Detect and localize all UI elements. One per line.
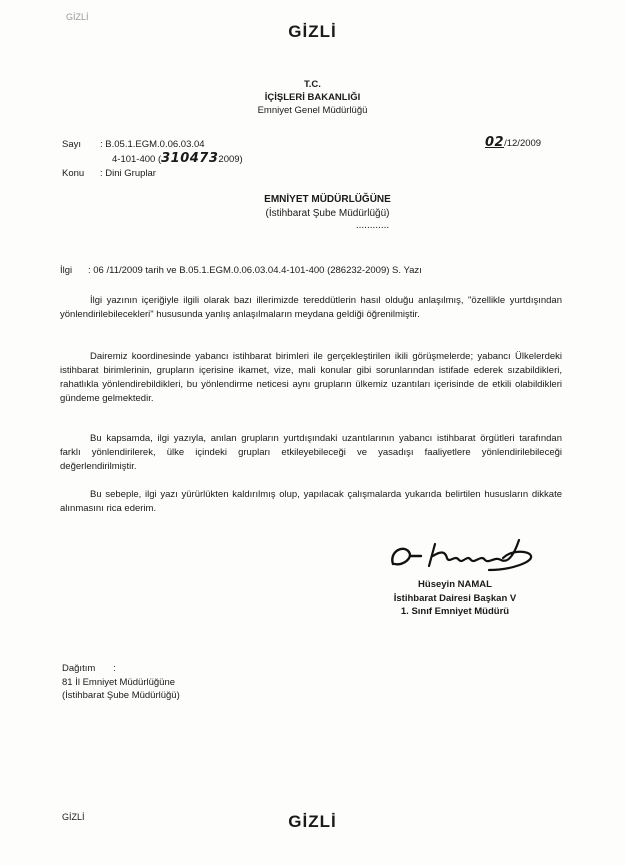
konu-value: : Dini Gruplar [100,168,156,179]
signature-block [370,578,540,619]
sayi-suffix: 2009) [218,154,243,165]
distribution-heading [62,662,180,676]
document-date [485,136,541,151]
distribution-line1: 81 İl Emniyet Müdürlüğüne [62,676,176,688]
distribution-colon: : [113,663,116,674]
signature-scribble [385,530,545,580]
recipient-line1: EMNİYET MÜDÜRLÜĞÜNE [264,194,391,205]
ilgi-value: : 06 /11/2009 tarih ve B.05.1.EGM.0.06.03.04.4-101-400 (286232-2009) S. Yazı [88,265,422,276]
konu-label: Konu [62,168,85,179]
signatory-title1: İstihbarat Dairesi Başkan V [393,592,517,604]
sayi-value-line1: : B.05.1.EGM.0.06.03.04 [100,139,205,150]
classification-top: GİZLİ [288,22,337,41]
header-ministry: İÇİŞLERİ BAKANLIĞI [264,92,361,103]
sayi-value-line2 [112,152,243,167]
header-directorate: Emniyet Genel Müdürlüğü [257,105,368,116]
sayi-prefix: 4-101-400 ( [112,154,162,165]
signatory-title2: 1. Sınıf Emniyet Müdürü [400,606,510,617]
header-tc: T.C. [304,79,321,90]
ilgi-label: İlgi [60,265,73,276]
header-block [0,78,625,117]
recipient-dots: ............ [355,220,390,231]
paragraph-1: İlgi yazının içeriğiyle ilgili olarak bazı illerimizde tereddütlerin hasıl olduğu anlaşılmış, "özellikle yurtdışından yönlendirilebilecekleri" hususunda yanlış anlaşılmaların meydana geldiği öğrenilmiştir. [60,295,562,320]
footer-classification-left: GİZLİ [62,812,85,822]
recipient-line2: (İstihbarat Şube Müdürlüğü) [265,208,390,219]
distribution-block [62,662,180,703]
paragraph-3: Bu kapsamda, ilgi yazıyla, anılan grupların yurtdışındaki uzantılarının yabancı istihbarat örgütleri tarafından farklı yönlendirilerek, ülke içindeki grupları etkileyebileceği ve yasadışı faaliyetlere yönlendirilebileceği değerlendirilmiştir. [60,433,562,472]
footer-classification-center: GİZLİ [288,812,337,831]
distribution-line2: (İstihbarat Şube Müdürlüğü) [62,690,180,701]
signatory-name: Hüseyin NAMAL [418,579,492,590]
sayi-handwritten-number: 310473 [161,151,219,166]
distribution-label: Dağıtım [62,663,96,674]
paragraph-2: Dairemiz koordinesinde yabancı istihbarat birimleri ile gerçekleştirilen ikili görüşmelerde; yabancı Ülkelerdeki istihbarat birimlerinin, grupların içerisine ikamet, vize, mali konular gibi sorunlarından istifade ederek sızabildikleri, rahatlıkla yönlendirebildikleri, bu yönlendirme neticesi aynı grupların ülkemiz uzantıları içerisinde de etkili olabildikleri gündeme gelmektedir. [60,351,562,404]
date-suffix: /12/2009 [504,138,542,149]
recipient-block [0,193,625,231]
paragraph-4: Bu sebeple, ilgi yazı yürürlükten kaldırılmış olup, yapılacak çalışmalarda yukarıda belirtilen hususların dikkate alınmasını rica ederim. [60,489,562,514]
sayi-label: Sayı [62,139,82,150]
date-handwritten-day: 02 [485,135,505,150]
top-faint-stamp: GİZLİ [66,12,89,22]
